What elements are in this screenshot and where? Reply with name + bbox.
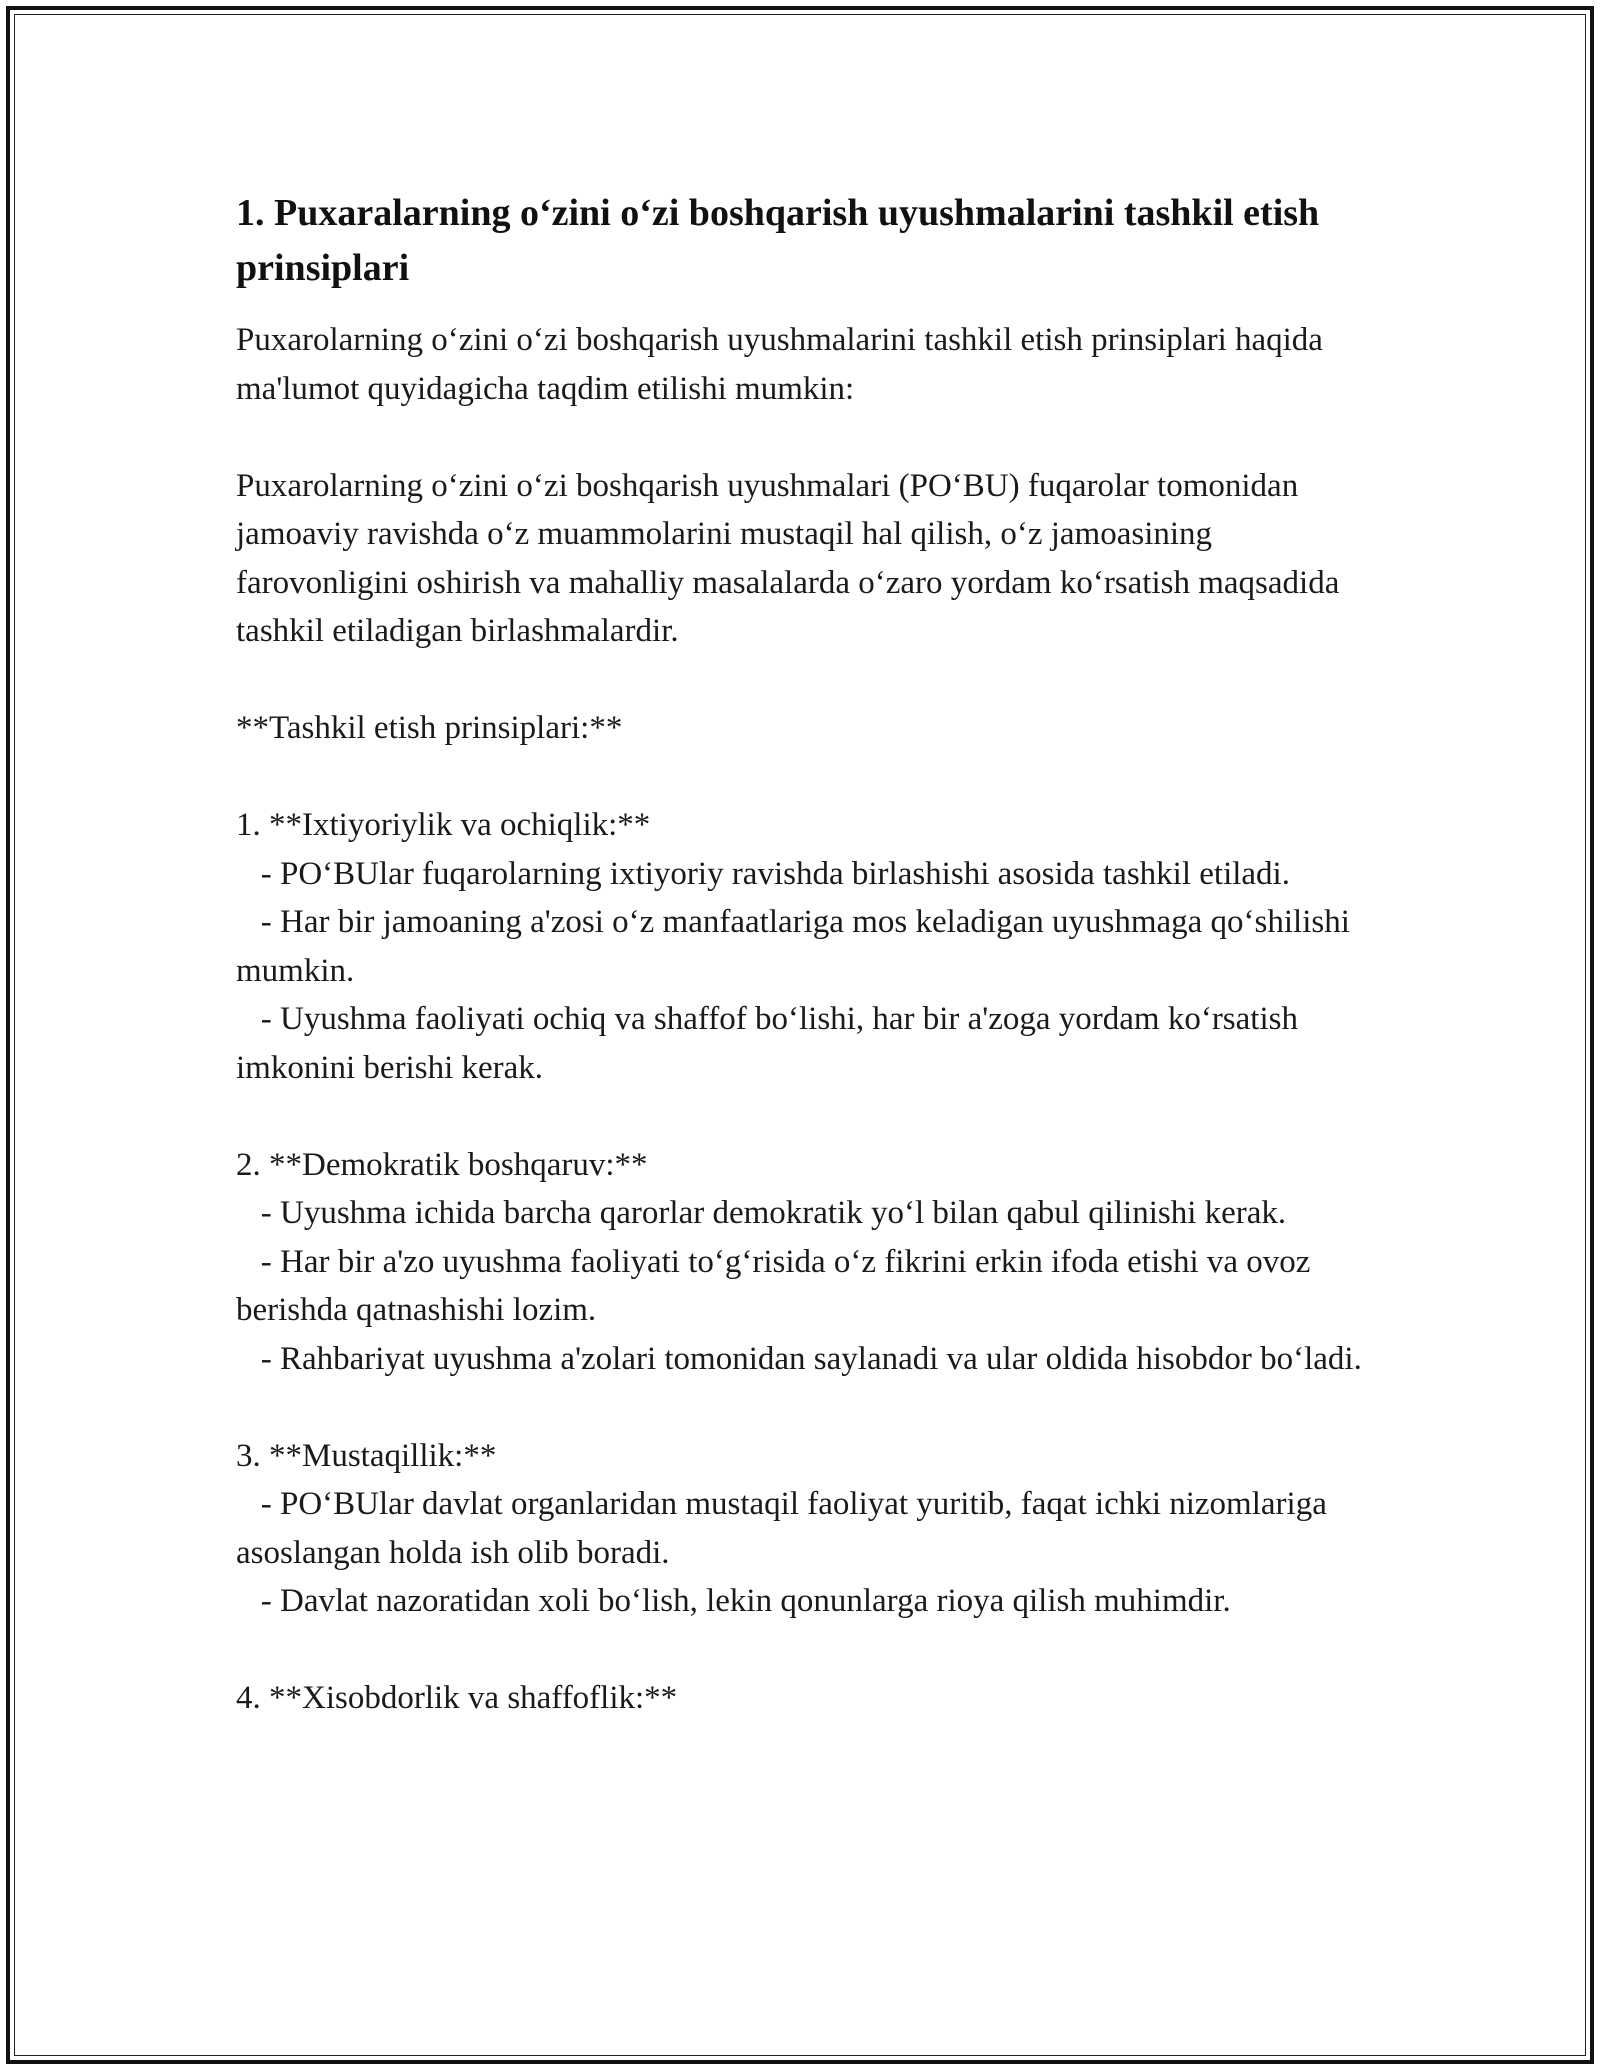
principle-point: - Har bir jamoaning a'zosi o‘z manfaatlariga mos keladigan uyushmaga qo‘shilishi mumkin. [236,904,1359,989]
principle-point: - Davlat nazoratidan xoli bo‘lish, lekin qonunlarga rioya qilish muhimdir. [236,1583,1231,1619]
principle-section-4 [236,1674,1386,1723]
principle-title: 4. **Xisobdorlik va shaffoflik:** [236,1680,678,1716]
principle-section-2 [236,1141,1386,1384]
definition-paragraph: Puxarolarning o‘zini o‘zi boshqarish uyushmalari (PO‘BU) fuqarolar tomonidan jamoaviy ravishda o‘z muammolarini mustaqil hal qilish, o‘z jamoasining farovonligini oshirish va mahalliy masalalarda o‘zaro yordam ko‘rsatish maqsadida tashkil etiladigan birlashmalardir. [236,467,1348,649]
document-page [236,186,1386,1723]
principles-title: **Tashkil etish prinsiplari:** [236,710,623,746]
principle-point: - Uyushma faoliyati ochiq va shaffof bo‘lishi, har bir a'zoga yordam ko‘rsatish imkonini berishi kerak. [236,1001,1307,1086]
principle-title: 2. **Demokratik boshqaruv:** [236,1146,648,1183]
principle-title: 1. **Ixtiyoriylik va ochiqlik:** [236,807,651,843]
principle-title: 3. **Mustaqillik:** [236,1437,497,1474]
principle-section-3 [236,1432,1386,1626]
principle-point: - PO‘BUlar fuqarolarning ixtiyoriy ravishda birlashishi asosida tashkil etiladi. [236,855,1290,892]
principle-point: - Rahbariyat uyushma a'zolari tomonidan saylanadi va ular oldida hisobdor bo‘ladi. [236,1340,1362,1377]
principle-point: - Uyushma ichida barcha qarorlar demokratik yo‘l bilan qabul qilinishi kerak. [236,1195,1287,1231]
document-heading: 1. Puxaralarning o‘zini o‘zi boshqarish uyushmalarini tashkil etish prinsiplari [236,192,1320,289]
intro-paragraph: Puxarolarning o‘zini o‘zi boshqarish uyushmalarini tashkil etish prinsiplari haqida ma'lumot quyidagicha taqdim etilishi mumkin: [236,322,1332,407]
principle-point: - PO‘BUlar davlat organlaridan mustaqil faoliyat yuritib, faqat ichki nizomlariga asoslangan holda ish olib boradi. [236,1486,1336,1571]
principle-point: - Har bir a'zo uyushma faoliyati to‘g‘risida o‘z fikrini erkin ifoda etishi va ovoz berishda qatnashishi lozim. [236,1243,1319,1328]
principle-section-1 [236,801,1386,1092]
